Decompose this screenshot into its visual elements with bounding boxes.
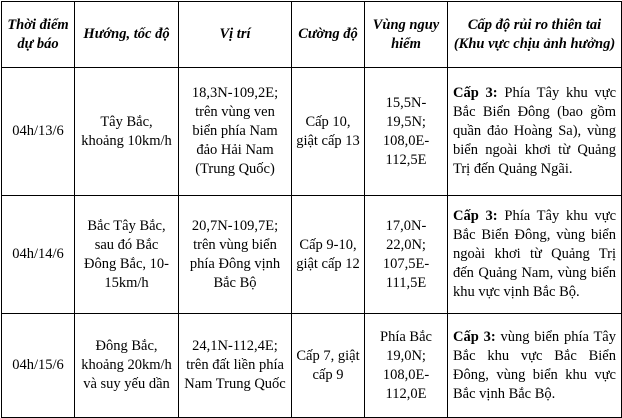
cell-time: 04h/15/6 (2, 314, 75, 418)
cell-risk (448, 196, 622, 314)
cell-risk (448, 314, 622, 418)
risk-level-label: Cấp 3: (453, 208, 498, 224)
header-risk-level: Cấp độ rủi ro thiên tai (Khu vực chịu ảnh hưởng) (448, 2, 622, 68)
cell-risk (448, 68, 622, 196)
cell-direction-speed: Đông Bắc, khoảng 20km/h và suy yếu dần (75, 314, 179, 418)
cell-time: 04h/14/6 (2, 196, 75, 314)
risk-area-text: vùng biển phía Tây Bắc khu vực Bắc Biển Đông, vùng biển khu vực Bắc vịnh Bắc Bộ. (453, 328, 616, 402)
cell-position: 20,7N-109,7E; trên vùng biển phía Đông vịnh Bắc Bộ (179, 196, 292, 314)
header-intensity: Cường độ (292, 2, 365, 68)
table-row (2, 68, 622, 196)
cell-direction-speed: Tây Bắc, khoảng 10km/h (75, 68, 179, 196)
risk-area-text: Phía Tây khu vực Bắc Biển Đông (bao gồm quần đảo Hoàng Sa), vùng biển ngoài khơi từ Quảng Trị đến Quảng Ngãi. (453, 85, 617, 177)
table-row (2, 314, 622, 418)
risk-area-text: Phía Tây khu vực Bắc Biển Đông, vùng biển ngoài khơi từ Quảng Trị đến Quảng Nam, vùng biển khu vực vịnh Bắc Bộ. (453, 208, 617, 300)
cell-time: 04h/13/6 (2, 68, 75, 196)
cell-intensity: Cấp 9-10, giật cấp 12 (292, 196, 365, 314)
cell-intensity: Cấp 10, giật cấp 13 (292, 68, 365, 196)
table-row (2, 196, 622, 314)
risk-level-label: Cấp 3: (453, 328, 496, 345)
cell-danger-zone: 15,5N-19,5N; 108,0E-112,5E (365, 68, 448, 196)
header-row (2, 2, 622, 68)
header-position: Vị trí (179, 2, 292, 68)
header-danger-zone: Vùng nguy hiểm (365, 2, 448, 68)
cell-danger-zone: 17,0N-22,0N; 107,5E-111,5E (365, 196, 448, 314)
header-direction-speed: Hướng, tốc độ (75, 2, 179, 68)
cell-position: 24,1N-112,4E; trên đất liền phía Nam Trung Quốc (179, 314, 292, 418)
cell-position: 18,3N-109,2E; trên vùng ven biển phía Nam đảo Hải Nam (Trung Quốc) (179, 68, 292, 196)
forecast-table (1, 1, 622, 418)
cell-danger-zone: Phía Bắc 19,0N; 108,0E-112,0E (365, 314, 448, 418)
cell-intensity: Cấp 7, giật cấp 9 (292, 314, 365, 418)
cell-direction-speed: Bắc Tây Bắc, sau đó Bắc Đông Bắc, 10-15km/h (75, 196, 179, 314)
risk-level-label: Cấp 3: (453, 85, 498, 101)
header-time: Thời điểm dự báo (2, 2, 75, 68)
